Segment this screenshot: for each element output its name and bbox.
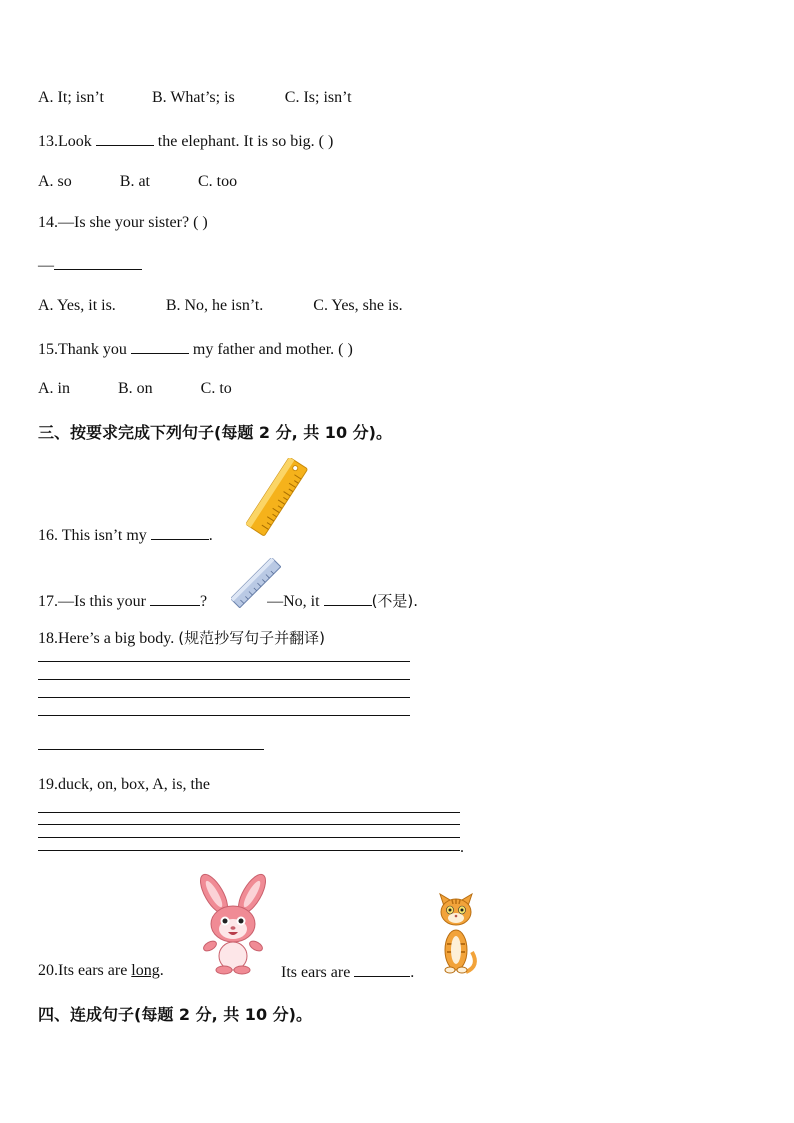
dash: —	[38, 257, 54, 274]
question-number: 16	[38, 527, 54, 544]
question-16	[38, 524, 213, 546]
q15-option-a: A. in	[38, 380, 70, 397]
q12-option-c: C. Is; isn’t	[284, 89, 352, 106]
answer-blank[interactable]	[150, 590, 200, 606]
q14-option-c: C. Yes, she is.	[313, 297, 403, 314]
writing-line[interactable]	[38, 697, 410, 698]
question-text: Thank you	[58, 341, 131, 358]
question-number: 14.	[38, 214, 58, 231]
q14-option-b: B. No, he isn’t.	[165, 297, 264, 314]
question-number: 20.	[38, 962, 58, 979]
question-17	[38, 590, 418, 612]
question-text: Its ears are	[58, 962, 132, 979]
question-20	[38, 961, 164, 981]
answer-blank[interactable]	[96, 130, 154, 146]
question-14	[38, 213, 208, 233]
question-text: —Is this your	[58, 593, 150, 610]
q15-options	[38, 379, 232, 399]
chinese-hint: (不是).	[371, 592, 419, 610]
question-number: 15.	[38, 341, 58, 358]
q14-options	[38, 296, 403, 316]
chinese-hint: (规范抄写句子并翻译)	[178, 629, 325, 647]
writing-line[interactable]	[38, 837, 460, 838]
question-text: —No, it	[267, 593, 324, 610]
question-text: the elephant. It is so big. ( )	[153, 133, 334, 150]
question-20-second	[281, 961, 414, 983]
answer-blank[interactable]	[151, 524, 209, 540]
question-text: Look	[58, 133, 96, 150]
q13-options	[38, 172, 237, 192]
question-text: —Is she your sister? ( )	[58, 214, 208, 231]
question-text: duck, on, box, A, is, the	[58, 776, 210, 793]
writing-line[interactable]	[38, 812, 460, 813]
q15-option-b: B. on	[118, 380, 153, 397]
question-18	[38, 628, 325, 649]
writing-line[interactable]	[38, 679, 410, 680]
question-19	[38, 775, 210, 795]
writing-line[interactable]	[38, 661, 410, 662]
answer-blank[interactable]	[54, 254, 142, 270]
question-text: .	[410, 964, 415, 981]
underlined-answer: long	[131, 962, 160, 979]
ruler-icon	[240, 458, 314, 538]
question-text: Its ears are	[281, 964, 355, 981]
cat-icon	[432, 886, 482, 978]
question-13	[38, 130, 333, 152]
question-number: 17.	[38, 593, 58, 610]
answer-blank[interactable]	[324, 590, 372, 606]
question-text: ?	[200, 593, 208, 610]
q12-options	[38, 88, 352, 108]
answer-blank[interactable]	[131, 338, 189, 354]
q13-option-a: A. so	[38, 173, 72, 190]
q12-option-b: B. What’s; is	[151, 89, 235, 106]
question-number: 18.	[38, 630, 58, 647]
q12-option-a: A. It; isn’t	[38, 89, 104, 106]
section-3-heading: 三、按要求完成下列句子(每题 2 分, 共 10 分)。	[38, 423, 392, 442]
question-number: 19.	[38, 776, 58, 793]
period: .	[460, 839, 464, 856]
question-15	[38, 338, 353, 360]
rabbit-icon	[190, 872, 276, 976]
question-text: .	[208, 527, 213, 544]
q14-answer-line	[38, 254, 142, 276]
question-text: my father and mother. ( )	[188, 341, 353, 358]
answer-blank[interactable]	[354, 961, 410, 977]
writing-line[interactable]	[38, 715, 410, 716]
writing-line[interactable]	[38, 850, 460, 851]
q15-option-c: C. to	[200, 380, 232, 397]
question-text: Here’s a big body.	[58, 630, 179, 647]
question-number: 13.	[38, 133, 58, 150]
translation-line[interactable]	[38, 749, 264, 750]
q14-option-a: A. Yes, it is.	[38, 297, 116, 314]
q13-option-c: C. too	[198, 173, 238, 190]
question-text: .	[159, 962, 164, 979]
writing-line[interactable]	[38, 824, 460, 825]
section-4-heading: 四、连成句子(每题 2 分, 共 10 分)。	[38, 1005, 312, 1024]
question-text: . This isn’t my	[54, 527, 151, 544]
q13-option-b: B. at	[119, 173, 150, 190]
